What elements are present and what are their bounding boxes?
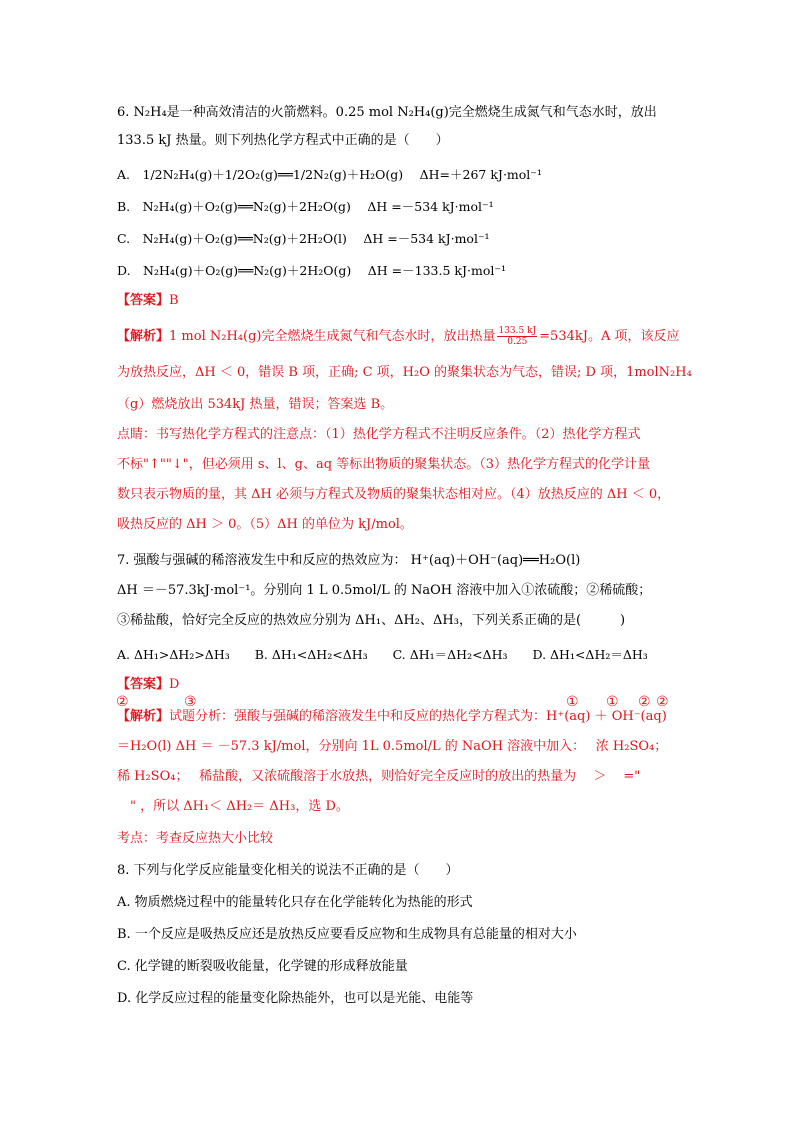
- q7-options: A. ΔH₁>ΔH₂>ΔH₃ B. ΔH₁<ΔH₂<ΔH₃ C. ΔH₁＝ΔH₂<ΔH₃ D. ΔH₁<ΔH₂＝ΔH₃: [117, 647, 648, 662]
- q7-analysis-line2: ＝H₂O(l) ΔH ＝ －57.3 kJ/mol，分别向 1L 0.5mol/L 的 NaOH 溶液中加入： 浓 H₂SO₄；: [117, 739, 668, 754]
- q6-tip-line2: 不标"↑""↓"，但必须用 s、l、g、aq 等标出物质的聚集状态。（3）热化学方程式的化学计量: [117, 457, 650, 472]
- q7-answer: [117, 676, 179, 694]
- analysis-label: 【解析】: [117, 329, 170, 344]
- q6-tip-line1: 点睛：书写热化学方程式的注意点：（1）热化学方程式不注明反应条件。（2）热化学方程式: [117, 427, 641, 442]
- q7-stem-line2: ΔH ＝－57.3kJ·mol⁻¹。分别向 1 L 0.5mol/L 的 NaOH 溶液中加入①浓硫酸；②稀硫酸；: [117, 583, 652, 598]
- q6-analysis-line1: [117, 326, 679, 347]
- q6-option-d: D. N₂H₄(g)＋O₂(g)══N₂(g)＋2H₂O(g) ΔH =－133.5 kJ·mol⁻¹: [117, 263, 506, 278]
- q8-option-d: D. 化学反应过程的能量变化除热能外，也可以是光能、电能等: [117, 991, 474, 1006]
- circled-mark-2a: ②: [638, 694, 651, 710]
- fraction-numerator: 133.5 kJ: [498, 326, 537, 336]
- circled-mark-2: ②: [116, 694, 129, 710]
- q7-point: 考点：考查反应热大小比较: [117, 831, 274, 846]
- q8-option-b: B. 一个反应是吸热反应还是放热反应要看反应物和生成物具有总能量的相对大小: [117, 927, 577, 942]
- circled-mark-1a: ①: [566, 694, 579, 710]
- q6-tip-line4: 吸热反应的 ΔH ＞ 0。（5）ΔH 的单位为 kJ/mol。: [117, 517, 413, 532]
- answer-value: D: [169, 677, 180, 692]
- circled-mark-3: ③: [184, 694, 197, 710]
- q7-analysis-line3: 稀 H₂SO₄； 稀盐酸，又浓硫酸溶于水放热，则恰好完全反应时的放出的热量为 ＞ =": [117, 769, 641, 784]
- fraction-denominator: 0.25: [507, 337, 528, 347]
- q6-option-b: B. N₂H₄(g)＋O₂(g)══N₂(g)＋2H₂O(g) ΔH =－534 kJ·mol⁻¹: [117, 199, 494, 214]
- q7-analysis-line1: [117, 708, 667, 726]
- q6-stem-line2: 133.5 kJ 热量。则下列热化学方程式中正确的是（ ）: [117, 133, 449, 148]
- q7-stem-line1: 7. 强酸与强碱的稀溶液发生中和反应的热效应为： H⁺(aq)＋OH⁻(aq)══H₂O(l): [117, 553, 581, 568]
- q6-tip-line3: 数只表示物质的量，其 ΔH 必须与方程式及物质的聚集状态相对应。（4）放热反应的 ΔH ＜ 0，: [117, 487, 671, 502]
- analysis-text: 试题分析：强酸与强碱的稀溶液发生中和反应的热化学方程式为：H⁺(aq) ＋ OH⁻(aq): [169, 709, 667, 724]
- q8-option-a: A. 物质燃烧过程中的能量转化只存在化学能转化为热能的形式: [117, 895, 473, 910]
- q7-analysis-line4: " ，所以 ΔH₁＜ ΔH₂＝ ΔH₃，选 D。: [117, 799, 349, 814]
- q6-option-c: C. N₂H₄(g)＋O₂(g)══N₂(g)＋2H₂O(l) ΔH =－534 kJ·mol⁻¹: [117, 231, 490, 246]
- answer-label: 【答案】: [117, 677, 170, 692]
- q6-analysis-line3: （g）燃烧放出 534kJ 热量，错误；答案选 B。: [117, 397, 394, 412]
- q6-option-a: A. 1/2N₂H₄(g)＋1/2O₂(g)══1/2N₂(g)＋H₂O(g) ΔH=＋267 kJ·mol⁻¹: [117, 167, 542, 182]
- q7-stem-line3: ③稀盐酸，恰好完全反应的热效应分别为 ΔH₁、ΔH₂、ΔH₃，下列关系正确的是( ): [117, 613, 626, 628]
- q6-answer: [117, 292, 179, 310]
- circled-mark-1b: ①: [606, 694, 619, 710]
- circled-mark-2b: ②: [656, 694, 669, 710]
- q8-stem: 8. 下列与化学反应能量变化相关的说法不正确的是（ ）: [117, 863, 459, 878]
- q8-option-c: C. 化学键的断裂吸收能量，化学键的形成释放能量: [117, 959, 408, 974]
- analysis-text-a: 1 mol N₂H₄(g)完全燃烧生成氮气和气态水时，放出热量: [169, 329, 496, 344]
- q6-analysis-line2: 为放热反应，ΔH ＜ 0，错误 B 项，正确; C 项，H₂O 的聚集状态为气态，错误; D 项，1molN₂H₄: [117, 365, 692, 380]
- answer-label: 【答案】: [117, 293, 170, 308]
- answer-value: B: [169, 293, 179, 308]
- analysis-text-b: =534kJ。A 项，该反应: [539, 329, 680, 344]
- q6-stem-line1: 6. N₂H₄是一种高效清洁的火箭燃料。0.25 mol N₂H₄(g)完全燃烧生成氮气和气态水时，放出: [117, 105, 657, 120]
- heat-fraction: [497, 326, 537, 347]
- analysis-label: 【解析】: [117, 709, 170, 724]
